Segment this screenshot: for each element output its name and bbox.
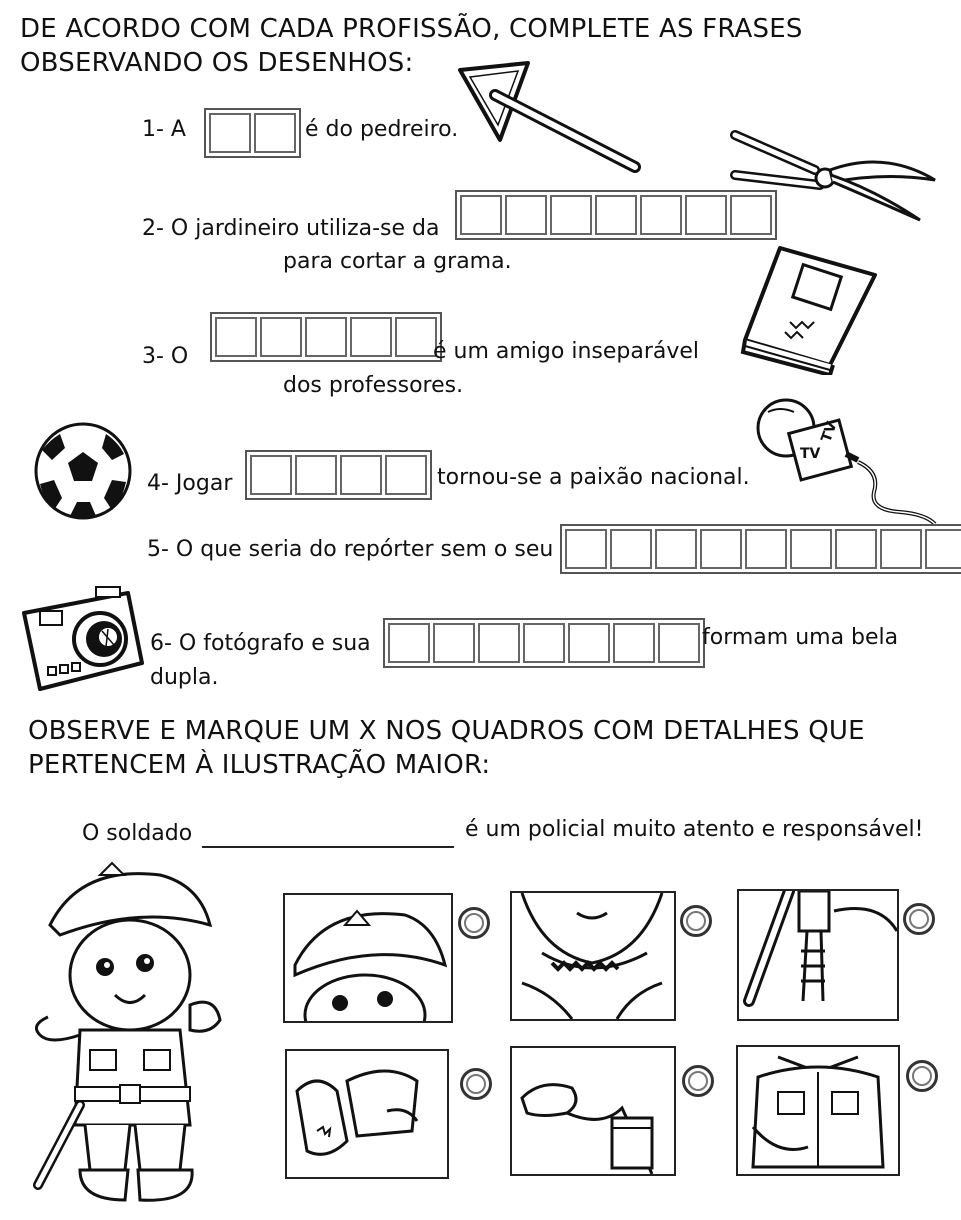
checkbox-circle-2[interactable]: [680, 905, 712, 937]
checkbox-circle-5[interactable]: [682, 1065, 714, 1097]
checkbox-circle-6[interactable]: [906, 1060, 938, 1092]
answer-box[interactable]: [835, 529, 877, 569]
q3-suffix: é um amigo inseparável: [433, 339, 700, 364]
answer-box[interactable]: [209, 113, 251, 153]
q2-prefix: 2- O jardineiro utiliza-se da: [142, 216, 440, 241]
answer-box[interactable]: [254, 113, 296, 153]
answer-box[interactable]: [568, 623, 610, 663]
camera-icon: [18, 583, 146, 695]
answer-box[interactable]: [433, 623, 475, 663]
book-icon: [735, 240, 885, 375]
answer-box[interactable]: [395, 317, 437, 357]
q3-line2: dos professores.: [283, 373, 464, 398]
answer-box[interactable]: [295, 455, 337, 495]
detail-panel-cap: [283, 893, 453, 1023]
answer-box[interactable]: [700, 529, 742, 569]
answer-box[interactable]: [595, 195, 637, 235]
q1-prefix: 1- A: [142, 117, 186, 142]
section2-title-line2: PERTENCEM À ILUSTRAÇÃO MAIOR:: [28, 750, 491, 780]
q4-suffix: tornou-se a paixão nacional.: [437, 465, 750, 490]
dress-collar-icon: [512, 893, 674, 1019]
trowel-icon: [440, 55, 645, 185]
garden-shears-icon: [725, 120, 940, 230]
soldier-illustration: [20, 855, 250, 1210]
q1-suffix: é do pedreiro.: [305, 117, 459, 142]
detail-panel-collar: [510, 891, 676, 1021]
answer-box[interactable]: [745, 529, 787, 569]
answer-box[interactable]: [385, 455, 427, 495]
section2-title-line1: OBSERVE E MARQUE UM X NOS QUADROS COM DETALHES QUE: [28, 716, 865, 746]
detail-panel-baton: [737, 889, 899, 1021]
detail-panel-pocket: [510, 1046, 676, 1176]
q1-answer-boxes: [204, 108, 301, 158]
mic-label: TV: [800, 446, 821, 462]
sentence-start: O soldado: [82, 821, 193, 846]
q6-line2: dupla.: [150, 665, 219, 690]
answer-box[interactable]: [610, 529, 652, 569]
answer-box[interactable]: [880, 529, 922, 569]
answer-box[interactable]: [658, 623, 700, 663]
answer-box[interactable]: [790, 529, 832, 569]
detail-panel-sneaker: [285, 1049, 449, 1179]
checkbox-circle-1[interactable]: [458, 907, 490, 939]
baton-hand-icon: [739, 891, 897, 1019]
answer-box[interactable]: [260, 317, 302, 357]
q3-prefix: 3- O: [142, 344, 189, 369]
checkbox-circle-3[interactable]: [903, 903, 935, 935]
detail-panel-torso: [736, 1045, 900, 1176]
q3-answer-boxes: [210, 312, 442, 362]
answer-box[interactable]: [478, 623, 520, 663]
answer-box[interactable]: [388, 623, 430, 663]
answer-box[interactable]: [350, 317, 392, 357]
section1-title-line1: DE ACORDO COM CADA PROFISSÃO, COMPLETE AS FRASES: [20, 14, 803, 44]
q5-prefix: 5- O que seria do repórter sem o seu: [147, 537, 554, 562]
q6-prefix: 6- O fotógrafo e sua: [150, 631, 371, 656]
answer-box[interactable]: [305, 317, 347, 357]
answer-box[interactable]: [460, 195, 502, 235]
answer-box[interactable]: [215, 317, 257, 357]
answer-blank-line[interactable]: [202, 820, 454, 848]
sneaker-icon: [287, 1051, 447, 1177]
answer-box[interactable]: [505, 195, 547, 235]
q2-line2: para cortar a grama.: [283, 249, 512, 274]
section1-title-line2: OBSERVANDO OS DESENHOS:: [20, 48, 414, 78]
q6-suffix: formam uma bela: [702, 625, 899, 650]
q5-answer-boxes: [560, 524, 961, 574]
answer-box[interactable]: [565, 529, 607, 569]
answer-box[interactable]: [340, 455, 382, 495]
q6-answer-boxes: [383, 618, 705, 668]
uniform-torso-icon: [738, 1047, 898, 1174]
answer-box[interactable]: [550, 195, 592, 235]
answer-box[interactable]: [613, 623, 655, 663]
soccer-ball-icon: [32, 420, 134, 522]
checkbox-circle-4[interactable]: [460, 1068, 492, 1100]
soldier-cap-icon: [285, 895, 451, 1021]
hand-pocket-icon: [512, 1048, 674, 1174]
answer-box[interactable]: [925, 529, 961, 569]
answer-box[interactable]: [640, 195, 682, 235]
microphone-icon: [750, 392, 950, 527]
q4-prefix: 4- Jogar: [147, 471, 233, 496]
q4-answer-boxes: [245, 450, 432, 500]
answer-box[interactable]: [523, 623, 565, 663]
answer-box[interactable]: [685, 195, 727, 235]
answer-box[interactable]: [250, 455, 292, 495]
sentence-end: é um policial muito atento e responsável!: [465, 817, 924, 842]
mic-label-side: TV: [818, 419, 841, 445]
answer-box[interactable]: [655, 529, 697, 569]
